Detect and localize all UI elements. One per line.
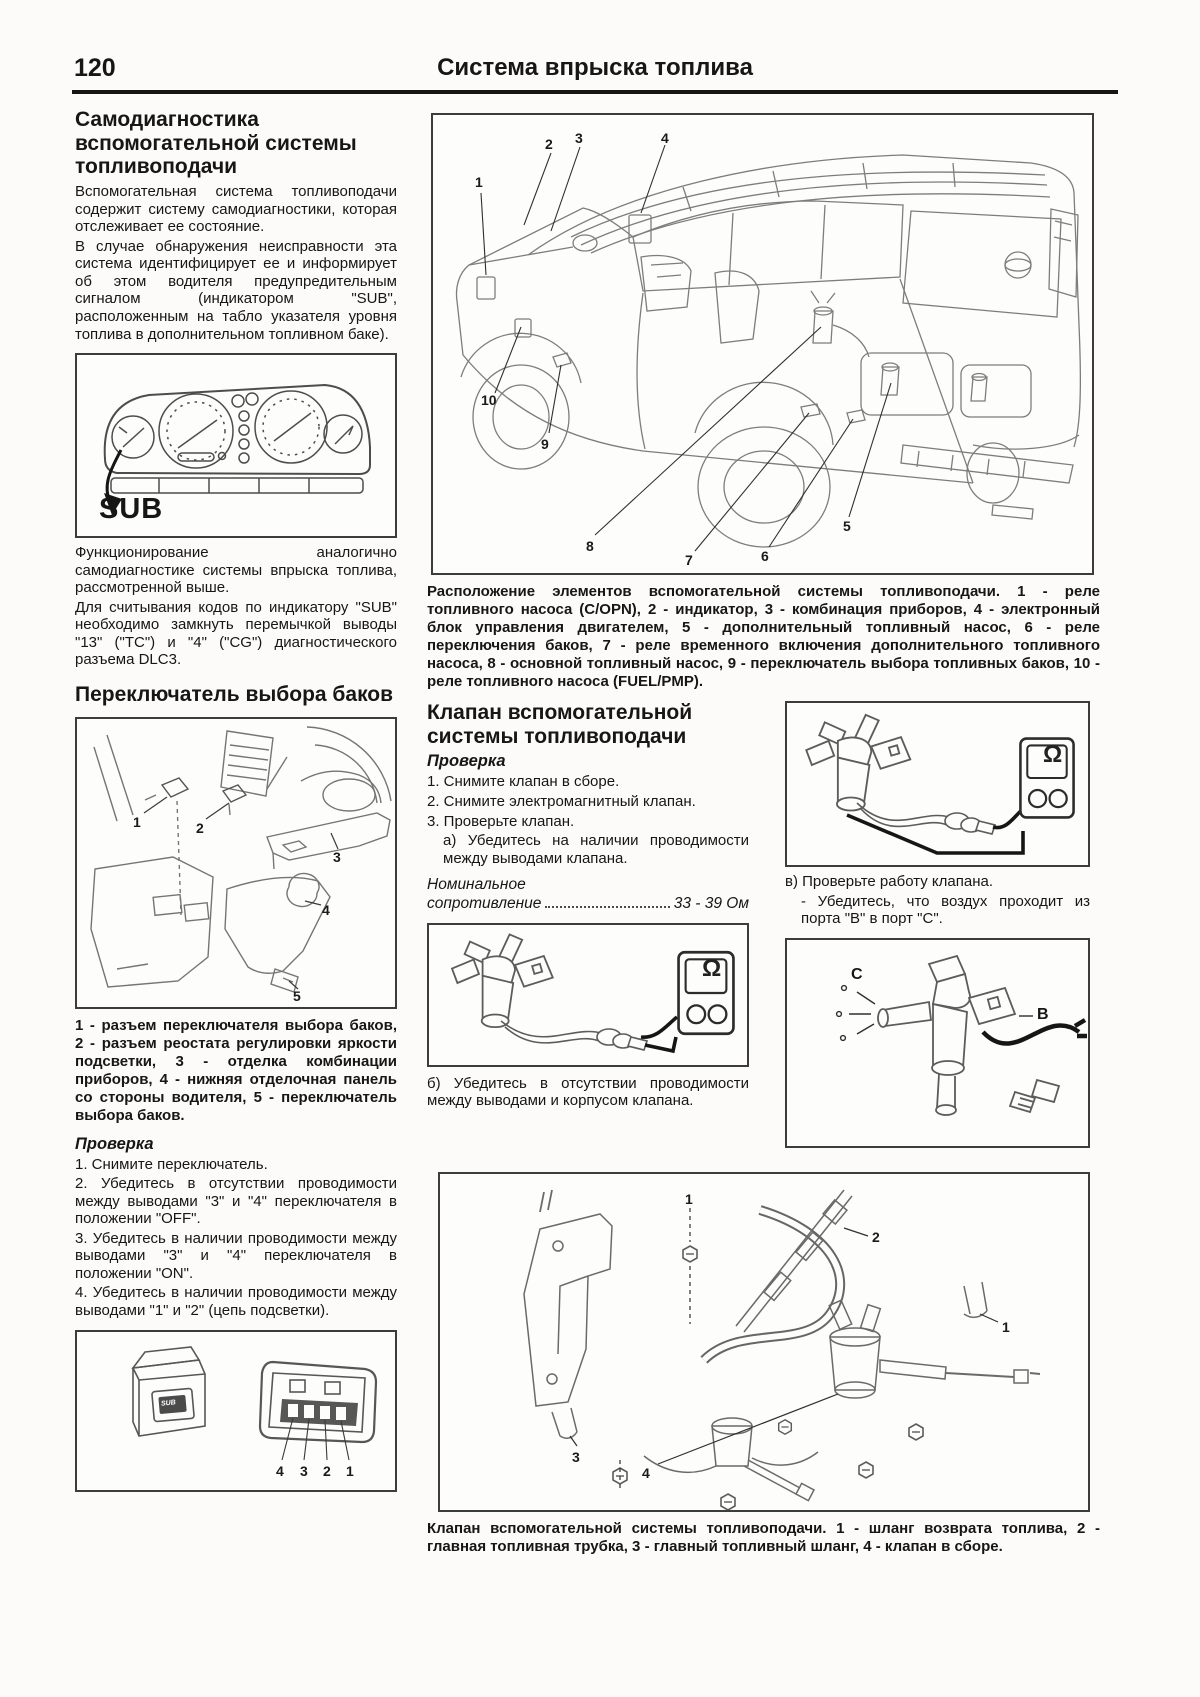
check-step: 2. Убедитесь в отсутствии проводимости между выводами "3" и "4" переключателя в положении "OFF".	[75, 1175, 397, 1228]
assembly-callout-3: 3	[572, 1448, 580, 1465]
paragraph: Для считывания кодов по индикатору "SUB" необходимо замкнуть перемычкой выводы "13" ("TC") и "4" ("CG") диагностического разъема DLC3.	[75, 598, 397, 669]
car-callout-2: 2	[545, 136, 553, 152]
dashboard-drawing	[77, 719, 395, 1007]
left-column	[75, 100, 397, 1498]
figure-valve-resistance-test	[427, 923, 749, 1067]
car-callout-7: 7	[685, 552, 693, 568]
valve-ohmmeter-drawing-2	[787, 703, 1088, 865]
valve-check-heading: Проверка	[427, 752, 506, 771]
resistance-label-line2: сопротивление	[427, 894, 542, 912]
paragraph: В случае обнаружения неисправности эта система идентифицирует ее и информирует об этом водителя предупредительным сигналом (индикатором "SUB", расположенным на табло указателя уровня топлива в дополнительном топливном баке).	[75, 237, 397, 343]
assembly-callout-2: 2	[872, 1228, 880, 1245]
right-column	[427, 100, 1100, 1558]
pin-3: 3	[300, 1462, 308, 1479]
sub-indicator-label: SUB	[99, 493, 164, 526]
port-b-label: B	[1037, 1005, 1049, 1023]
valve-airflow-drawing	[787, 940, 1088, 1146]
callout-1: 1	[133, 813, 141, 830]
resistance-spec-line	[427, 895, 749, 913]
valve-section	[427, 701, 749, 1154]
port-c-label: C	[851, 965, 863, 983]
car-callout-1: 1	[475, 174, 483, 190]
section-heading-selfdiag: Самодиагностика вспомогательной системы топливоподачи	[75, 108, 357, 179]
figure-valve-insulation-test	[785, 701, 1090, 867]
check-step: 4. Убедитесь в наличии проводимости между выводами "1" и "2" (цепь подсветки).	[75, 1284, 397, 1319]
figure-caption-assembly: Клапан вспомогательной системы топливоподачи. 1 - шланг возврата топлива, 2 - главная топливная трубка, 3 - главный топливный шланг, 4 - клапан в сборе.	[427, 1519, 1100, 1555]
caption-v-line1: в) Проверьте работу клапана.	[785, 873, 994, 890]
ohm-icon: Ω	[1043, 741, 1063, 768]
resistance-value: 33 - 39 Ом	[673, 894, 749, 912]
car-callout-4: 4	[661, 130, 669, 146]
pin-1: 1	[346, 1462, 354, 1479]
check-step: 3. Убедитесь в наличии проводимости между выводами "3" и "4" переключателя в положении "ON".	[75, 1229, 397, 1282]
caption-b: б) Убедитесь в отсутствии проводимости между выводами и корпусом клапана.	[427, 1074, 749, 1110]
car-drawing	[433, 115, 1092, 573]
valve-step: 1. Снимите клапан в сборе.	[427, 773, 620, 791]
figure-switch-and-connector	[75, 1330, 397, 1492]
pin-4: 4	[276, 1462, 284, 1479]
car-callout-5: 5	[843, 518, 851, 534]
car-callout-9: 9	[541, 436, 549, 452]
callout-3: 3	[333, 848, 341, 865]
valve-assembly-drawing	[440, 1174, 1088, 1510]
callout-4: 4	[322, 901, 330, 918]
figure-car-component-locations	[431, 113, 1094, 575]
figure-valve-assembly	[438, 1172, 1090, 1512]
figure-valve-airflow-test	[785, 938, 1090, 1148]
check-heading: Проверка	[75, 1134, 154, 1153]
paragraph: Вспомогательная система топливоподачи содержит систему самодиагностики, которая отслеживает ее состояние.	[75, 183, 397, 236]
page-number: 120	[74, 54, 116, 82]
callout-2: 2	[196, 819, 204, 836]
caption-v-line2: - Убедитесь, что воздух проходит из порта "B" в порт "C".	[801, 892, 1090, 928]
car-callout-10: 10	[481, 392, 497, 408]
assembly-callout-4: 4	[642, 1464, 650, 1481]
figure-caption-dashboard: 1 - разъем переключателя выбора баков, 2 - разъем реостата регулировки яркости подсветки, 3 - отделка комбинации приборов, 4 - нижняя отделочная панель со стороны водителя, 5 - переключатель выбора баков.	[75, 1016, 397, 1124]
valve-step: 3. Проверьте клапан.	[427, 812, 575, 830]
section-heading-valve: Клапан вспомогательной системы топливоподачи	[427, 701, 693, 748]
switch-sub-label: SUB	[160, 1398, 177, 1408]
paragraph: Функционирование аналогично самодиагностике системы впрыска топлива, рассмотренной выше.	[75, 544, 397, 597]
assembly-callout-1b: 1	[1002, 1318, 1010, 1335]
valve-step: 2. Снимите электромагнитный клапан.	[427, 792, 696, 810]
car-callout-8: 8	[586, 538, 594, 554]
figure-instrument-cluster	[75, 353, 397, 538]
car-callout-3: 3	[575, 130, 583, 146]
valve-step-a: а) Убедитесь на наличии проводимости между выводами клапана.	[443, 832, 749, 867]
car-callout-6: 6	[761, 548, 769, 564]
dot-leader	[545, 906, 669, 908]
assembly-callout-1a: 1	[685, 1190, 693, 1207]
figure-dashboard-switch-location	[75, 717, 397, 1009]
pin-2: 2	[323, 1462, 331, 1479]
callout-5: 5	[293, 987, 301, 1004]
figure-caption-car: Расположение элементов вспомогательной системы топливоподачи. 1 - реле топливного насоса (C/OPN), 2 - индикатор, 3 - комбинация приборов, 4 - электронный блок управления двигателем, 5 - дополнительный топливный насос, 6 - реле переключения баков, 7 - реле временного включения дополнительного топливного насоса, 8 - основной топливный насос, 9 - переключатель выбора топливных баков, 10 - реле топливного насоса (FUEL/PMP).	[427, 583, 1100, 690]
header-rule	[72, 90, 1118, 94]
check-step: 1. Снимите переключатель.	[75, 1155, 268, 1173]
valve-ohmmeter-drawing	[429, 925, 747, 1065]
page-title: Система впрыска топлива	[437, 54, 753, 81]
ohm-icon: Ω	[702, 954, 722, 982]
valve-tests-column	[785, 701, 1090, 1154]
section-heading-tank-switch: Переключатель выбора баков	[75, 682, 394, 706]
resistance-label-line1: Номинальное	[427, 876, 526, 894]
